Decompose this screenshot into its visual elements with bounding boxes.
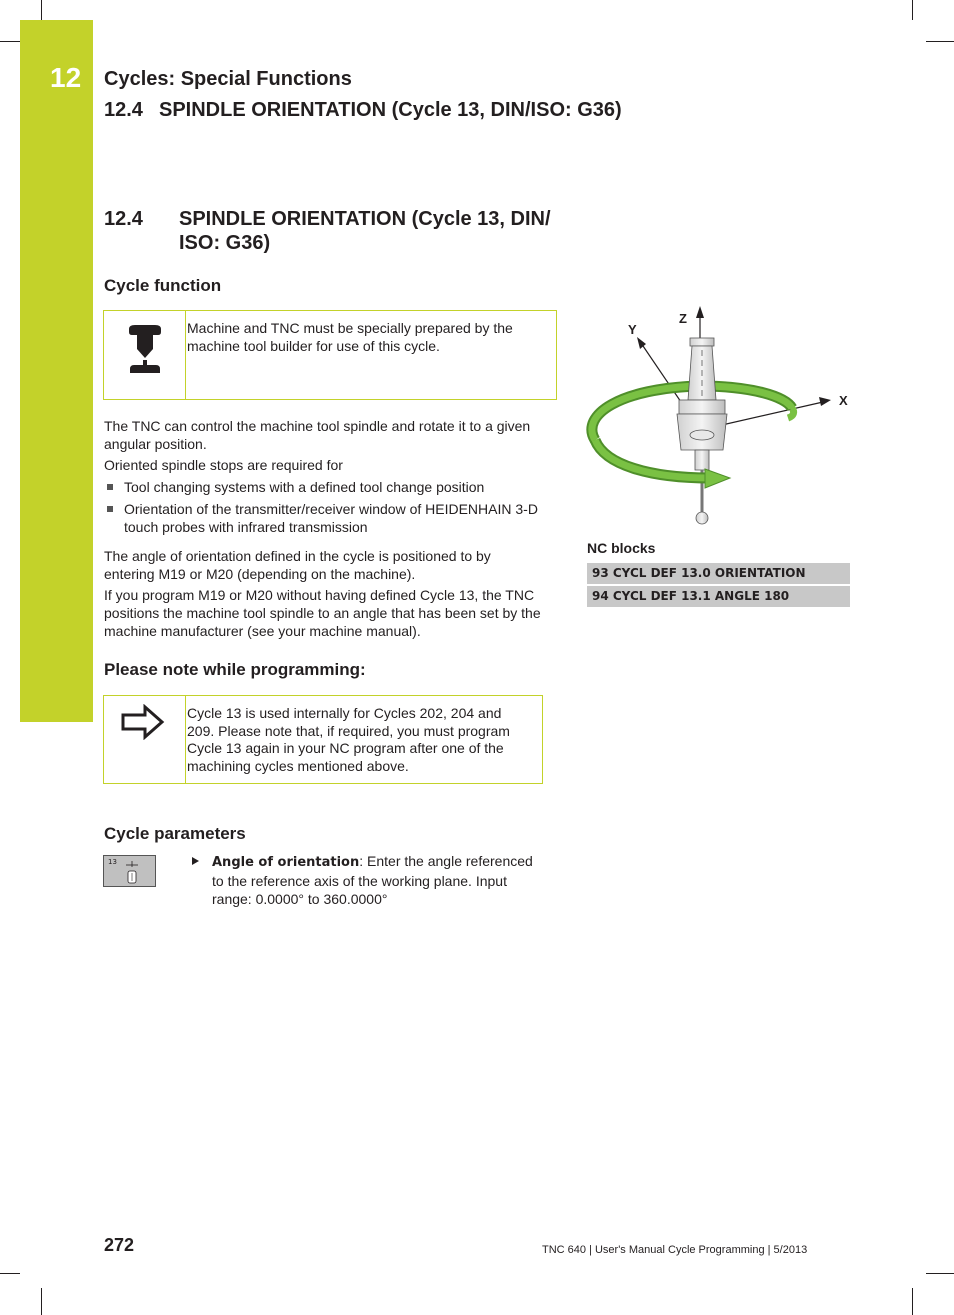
crop-mark (41, 0, 42, 20)
crop-mark (41, 1288, 42, 1315)
nc-block-row: 94 CYCL DEF 13.1 ANGLE 180 (587, 586, 850, 607)
chapter-tab (20, 20, 93, 722)
crop-mark (912, 0, 913, 20)
machine-icon (126, 323, 164, 375)
softkey-label: 13 (108, 858, 117, 866)
axis-label-y: Y (628, 322, 637, 337)
machine-note-text: Machine and TNC must be specially prepared by the machine tool builder for use of this cycle. (187, 320, 513, 354)
nc-block-row: 93 CYCL DEF 13.0 ORIENTATION (587, 563, 850, 584)
bullet-icon (107, 484, 113, 490)
arrow-right-icon (120, 704, 166, 740)
crop-mark (0, 41, 20, 42)
note-divider (185, 311, 186, 399)
nc-blocks-label: NC blocks (587, 540, 656, 556)
crop-mark (926, 41, 954, 42)
parameter-description (192, 852, 537, 908)
spindle-icon (122, 859, 142, 885)
cycle-function-heading: Cycle function (104, 276, 222, 295)
crop-mark (912, 1288, 913, 1315)
axis-label-x: X (839, 393, 848, 408)
running-header-section (104, 99, 622, 122)
section-title-line2: ISO: G36) (179, 232, 271, 254)
crop-mark (0, 1273, 20, 1274)
footer-text: TNC 640 | User's Manual Cycle Programming | 5/2013 (542, 1244, 808, 1256)
paragraph: The angle of orientation defined in the cycle is positioned to by entering M19 or M20 (depending on the machine). (104, 548, 491, 582)
machine-note-box (103, 310, 557, 400)
cycle-parameters-heading: Cycle parameters (104, 824, 246, 843)
programming-note-text: Cycle 13 is used internally for Cycles 202, 204 and 209. Please note that, if required, you must program Cycle 13 again in your NC program after one of the machining cycles mentioned above. (187, 705, 510, 774)
paragraph: Oriented spindle stops are required for (104, 457, 343, 473)
running-header-chapter: Cycles: Special Functions (104, 68, 352, 90)
page-number: 272 (104, 1235, 135, 1255)
triangle-right-icon (192, 857, 199, 865)
list-item (104, 478, 554, 496)
axis-label-z: Z (679, 311, 687, 326)
running-header-section-number: 12.4 (104, 99, 143, 121)
paragraph: If you program M19 or M20 without having defined Cycle 13, the TNC positions the machine tool spindle to an angle that has been set by the machine manufacturer (see your machine manual). (104, 587, 541, 639)
programming-heading: Please note while programming: (104, 660, 366, 679)
list-item-text: Orientation of the transmitter/receiver window of HEIDENHAIN 3-D touch probes with infrared transmission (124, 501, 538, 535)
bullet-list (104, 478, 554, 540)
bullet-icon (107, 506, 113, 512)
spindle-orientation-figure (580, 300, 860, 535)
section-title-line1: SPINDLE ORIENTATION (Cycle 13, DIN/ (179, 208, 551, 230)
cycle-13-softkey-icon (103, 855, 156, 887)
crop-mark (926, 1273, 954, 1274)
section-title-text (179, 207, 579, 255)
running-header-section-title: SPINDLE ORIENTATION (Cycle 13, DIN/ISO: G36) (159, 99, 622, 121)
note-divider (185, 696, 186, 783)
programming-note-box (103, 695, 543, 784)
parameter-text: : Enter the angle referenced to the reference axis of the working plane. Input range: 0.0000° to 360.0000° (212, 853, 533, 907)
chapter-number: 12 (50, 62, 82, 93)
section-number: 12.4 (104, 208, 143, 230)
parameter-name: Angle of orientation (212, 855, 360, 870)
list-item-text: Tool changing systems with a defined tool change position (124, 479, 485, 495)
list-item (104, 500, 554, 536)
paragraph: The TNC can control the machine tool spindle and rotate it to a given angular position. (104, 418, 531, 452)
